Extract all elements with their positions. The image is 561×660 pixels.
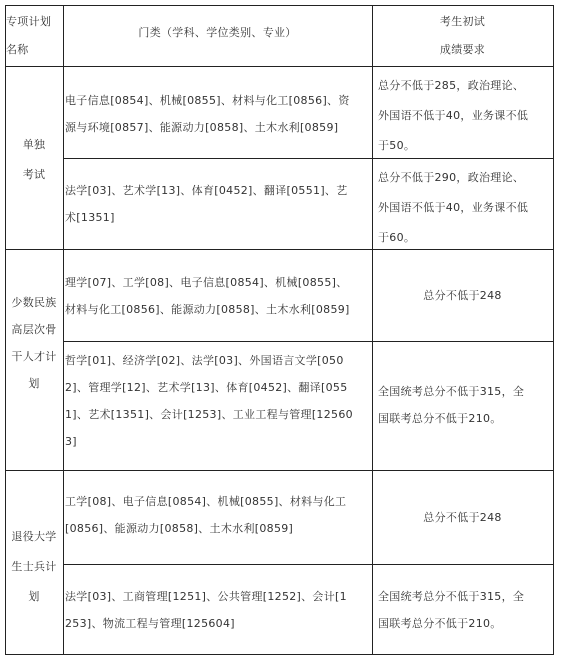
- requirement-cell: 全国统考总分不低于315，全 国联考总分不低于210。: [378, 385, 525, 425]
- row-divider: [63, 564, 554, 565]
- majors-cell: 电子信息[0854]、机械[0855]、材料与化工[0856]、资 源与环境[0857]、能源动力[0858]、土木水利[0859]: [65, 94, 350, 134]
- group-divider: [5, 470, 554, 471]
- table-border-top: [5, 5, 554, 6]
- header-category: 门类（学科、学位类别、专业）: [138, 26, 297, 39]
- plan-name: 单独 考试: [22, 138, 46, 181]
- majors-cell: 法学[03]、艺术学[13]、体育[0452]、翻译[0551]、艺 术[1351]: [65, 184, 348, 224]
- majors-cell: 哲学[01]、经济学[02]、法学[03]、外国语言文学[050 2]、管理学[12]、艺术学[13]、体育[0452]、翻译[055 1]、艺术[1351]、会计[1253]、工业工程与管理[12560 3]: [65, 354, 353, 448]
- plan-name: 少数民族 高层次骨 干人才计 划: [11, 296, 57, 390]
- requirement-cell: 总分不低于248: [423, 511, 502, 524]
- admission-requirements-table: [5, 5, 554, 655]
- table-border-right: [553, 5, 554, 655]
- header-score-requirement: 考生初试 成绩要求: [439, 15, 486, 56]
- majors-cell: 法学[03]、工商管理[1251]、公共管理[1252]、会计[1 253]、物流工程与管理[125604]: [65, 590, 347, 630]
- plan-name: 退役大学 生士兵计 划: [11, 530, 57, 603]
- requirement-cell: 总分不低于285，政治理论、 外国语不低于40，业务课不低 于50。: [378, 79, 529, 152]
- header-plan-name: 专项计划 名称: [6, 15, 52, 56]
- majors-cell: 工学[08]、电子信息[0854]、机械[0855]、材料与化工 [0856]、能源动力[0858]、土木水利[0859]: [65, 495, 347, 535]
- requirement-cell: 全国统考总分不低于315，全 国联考总分不低于210。: [378, 590, 525, 630]
- requirement-cell: 总分不低于248: [423, 289, 502, 302]
- requirement-cell: 总分不低于290，政治理论、 外国语不低于40，业务课不低 于60。: [378, 171, 529, 244]
- header-divider: [5, 66, 554, 67]
- majors-cell: 理学[07]、工学[08]、电子信息[0854]、机械[0855]、 材料与化工[0856]、能源动力[0858]、土木水利[0859]: [65, 276, 350, 316]
- table-border-bottom: [5, 654, 554, 655]
- row-divider: [63, 341, 554, 342]
